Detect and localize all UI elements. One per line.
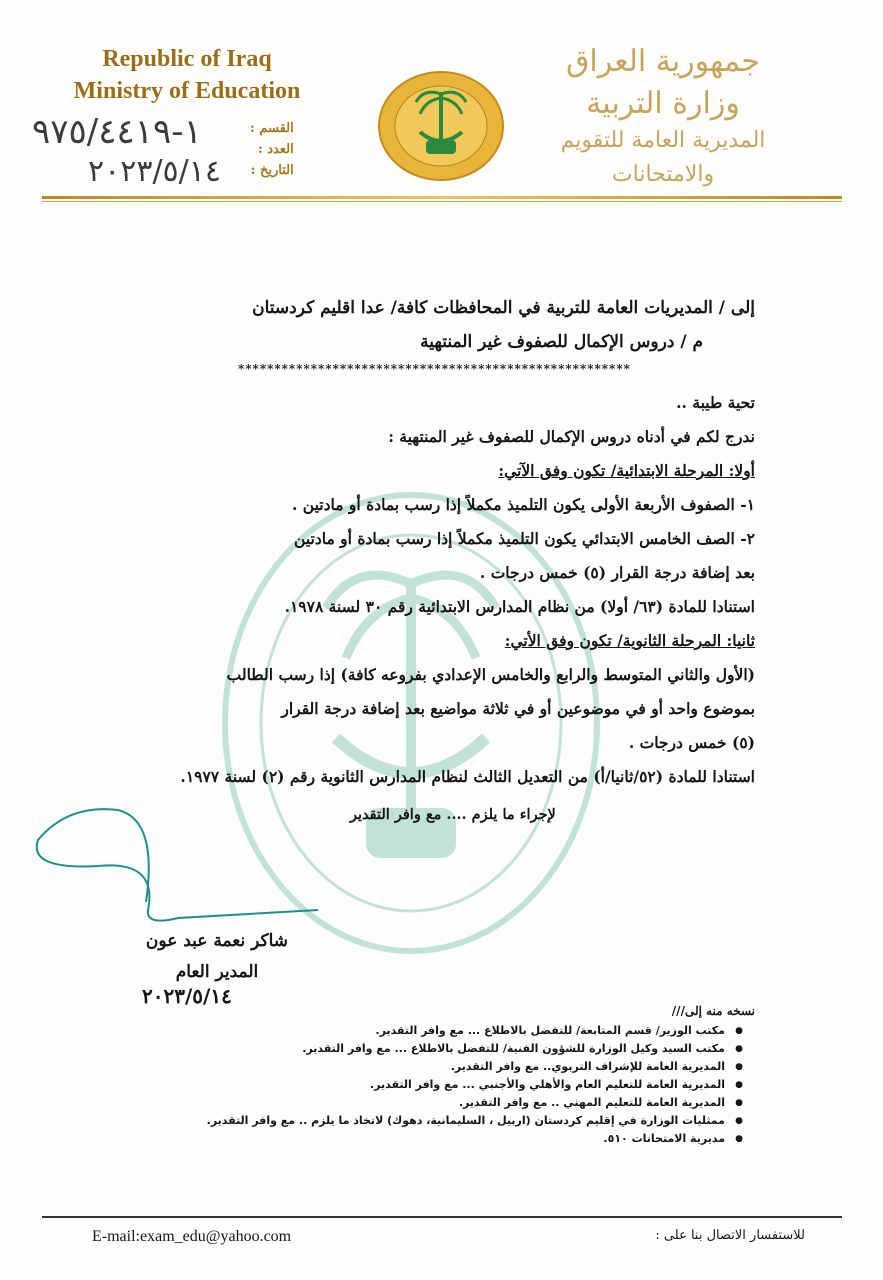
header-arabic: [543, 40, 783, 192]
footer-rule: [42, 1216, 842, 1218]
closing-line: لإجراء ما يلزم .... مع وافر التقدير: [350, 806, 556, 823]
subject-line: م / دروس الإكمال للصفوف غير المنتهية: [420, 332, 703, 352]
section-two-heading: ثانيا: المرحلة الثانوية/ تكون وفق الأتي:: [504, 631, 755, 650]
label-number: العدد :: [257, 142, 294, 157]
header-republic: Republic of Iraq: [102, 46, 272, 72]
addressee-line: إلى / المديريات العامة للتربية في المحافظات كافة/ عدا اقليم كردستان: [252, 298, 755, 318]
label-section: القسم :: [250, 121, 294, 136]
section-one-item-2: ٢- الصف الخامس الابتدائي يكون التلميذ مكملاً إذا رسب بمادة أو مادتين: [294, 529, 755, 548]
footer-email[interactable]: E-mail:exam_edu@yahoo.com: [92, 1228, 292, 1245]
section-one-heading: أولا: المرحلة الابتدائية/ تكون وفق الآتي:: [498, 461, 755, 480]
header-ar-republic: جمهورية العراق: [566, 44, 760, 79]
section-one-item-1: ١- الصفوف الأربعة الأولى يكون التلميذ مكملاً إذا رسب بمادة أو مادتين .: [292, 495, 755, 514]
section-two-line-2: بموضوع واحد أو في موضوعين أو في ثلاثة مواضيع بعد إضافة درجة القرار: [281, 699, 755, 718]
header-ar-directorate: المديرية العامة للتقويم والامتحانات: [560, 128, 766, 187]
copies-item: ● مكتب السيد وكيل الوزارة للشؤون الفنية/ للتفضل بالاطلاع ... مع وافر التقدير.: [143, 1040, 743, 1058]
separator-stars: ******************************************************: [238, 362, 631, 376]
handwritten-reference-date: ٢٠٢٣/٥/١٤: [88, 154, 222, 189]
signer-block: [132, 926, 302, 988]
copies-item: ● مديرية الامتحانات ٥١٠.: [143, 1130, 743, 1148]
signer-name: شاكر نعمة عبد عون: [145, 931, 289, 951]
copies-list: [143, 1022, 743, 1148]
copies-item: ● مكتب الوزير/ قسم المتابعة/ للتفضل بالاطلاع ... مع وافر التقدير.: [143, 1022, 743, 1040]
letter-body: [115, 386, 755, 794]
copies-item: ● ممثليات الوزارة في إقليم كردستان (اربيل ، السليمانية، دهوك) لاتخاذ ما يلزم .. مع وافر التقدير.: [143, 1112, 743, 1130]
header-rule: [42, 196, 842, 199]
copies-item: ● المديرية العامة للتعليم العام والأهلي والأجنبي ... مع وافر التقدير.: [143, 1076, 743, 1094]
section-one-basis: استنادا للمادة (٦٣/ أولا) من نظام المدارس الابتدائية رقم ٣٠ لسنة ١٩٧٨.: [284, 597, 755, 616]
header-ar-ministry: وزارة التربية: [586, 86, 740, 121]
header-rule-thin: [42, 201, 842, 202]
copies-title: نسخه منه إلى///: [671, 1004, 755, 1018]
footer-contact-label: للاستفسار الاتصال بنا على :: [655, 1228, 805, 1243]
reference-labels: [250, 118, 294, 181]
copies-item: ● المديرية العامة للإشراف التربوي.. مع وافر التقدير.: [143, 1058, 743, 1076]
handwritten-reference-number: ١-٩٧٥/٤٤١٩: [32, 112, 202, 152]
intro-paragraph: ندرج لكم في أدناه دروس الإكمال للصفوف غير المنتهية :: [388, 427, 755, 446]
copies-item: ● المديرية العامة للتعليم المهني .. مع وافر التقدير.: [143, 1094, 743, 1112]
header-english: [62, 44, 312, 108]
ministry-emblem: [376, 70, 506, 182]
section-two-basis: استنادا للمادة (٥٢/ثانيا/أ) من التعديل الثالث لنظام المدارس الثانوية رقم (٢) لسنة ١٩٧٧.: [180, 767, 755, 786]
section-two-line-1: (الأول والثاني المتوسط والرابع والخامس الإعدادي بفروعه كافة) إذا رسب الطالب: [226, 665, 755, 684]
signer-date: ٢٠٢٣/٥/١٤: [142, 984, 232, 1008]
section-one-item-2-cont: بعد إضافة درجة القرار (٥) خمس درجات .: [479, 563, 755, 582]
signer-title: المدير العام: [175, 962, 259, 982]
section-two-line-3: (٥) خمس درجات .: [628, 733, 755, 752]
label-date: التاريخ :: [250, 163, 294, 178]
header-ministry: Ministry of Education: [73, 78, 301, 104]
handwritten-signature: [28, 800, 328, 930]
greeting: تحية طيبة ..: [676, 393, 755, 412]
